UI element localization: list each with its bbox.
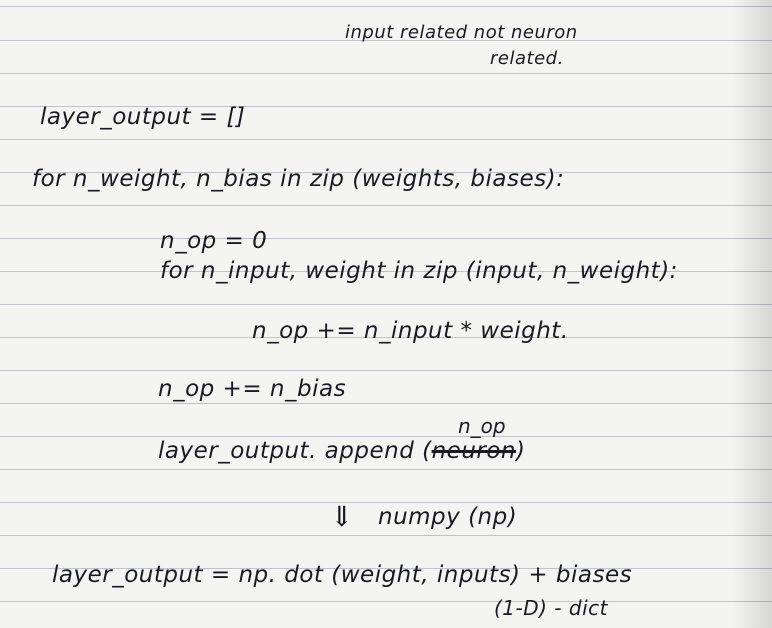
margin-note-line-1: input related not neuron [345,22,578,43]
layer-output-init: layer_output = [] [40,104,246,130]
append-suffix: ) [516,438,526,464]
numpy-label: numpy (np) [378,504,518,530]
append-correction: n_op [458,414,506,438]
inner-for-loop: for n_input, weight in zip (input, n_weight): [160,258,678,284]
append-struck-word: neuron [431,438,517,464]
outer-for-loop: for n_weight, n_bias in zip (weights, biases): [32,166,565,192]
numpy-dot-line: layer_output = np. dot (weight, inputs) + biases [52,562,633,588]
append-line [158,438,526,464]
accumulate-line: n_op += n_input * weight. [252,318,569,344]
margin-note-line-2: related. [490,48,564,69]
down-arrow-icon: ⇓ [330,500,354,533]
n-op-init: n_op = 0 [160,228,268,254]
add-bias-line: n_op += n_bias [158,376,347,402]
page-edge-shadow [732,0,772,628]
shape-note: (1-D) - dict [494,596,608,620]
append-prefix: layer_output. append ( [158,438,432,464]
